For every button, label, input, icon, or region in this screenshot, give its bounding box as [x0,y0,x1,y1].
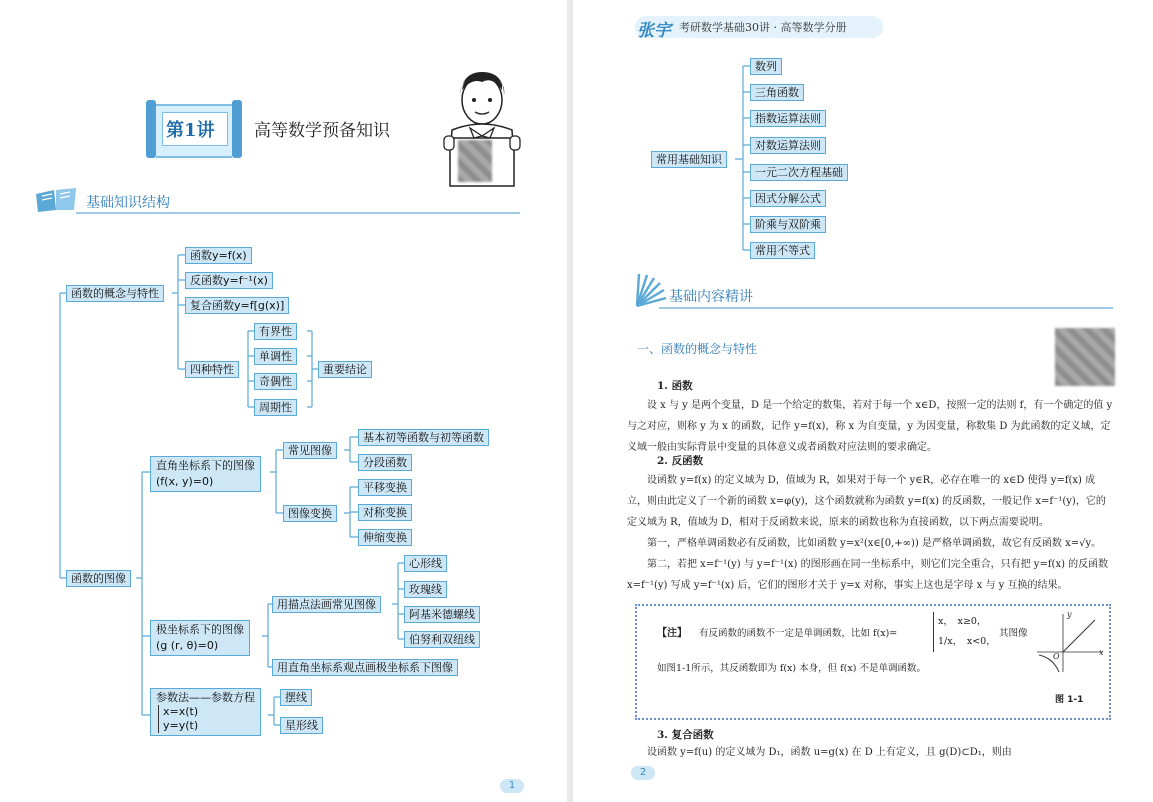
node-cycloid: 摆线 [280,689,312,706]
axis-x-label: x [1099,648,1104,657]
figure-1-1 [1033,610,1107,674]
node-rect-view: 用直角坐标系观点画极坐标系下图像 [272,659,458,676]
node-rect-graph [150,456,261,492]
note-text2: 其图像 [999,628,1028,639]
section-heading: 基础知识结构 [86,195,170,211]
node-inverse: 反函数y=f⁻¹(x) [185,272,273,289]
note-tag: 【注】 [657,628,687,639]
node-concept: 函数的概念与特性 [66,285,164,302]
node-archimedes: 阿基米德螺线 [404,606,480,623]
node-common: 常见图像 [283,442,337,459]
note-cases [933,612,996,652]
node-translate: 平移变换 [358,479,412,496]
page-number-right: 2 [631,766,655,780]
note-text3: 如图1-1所示，其反函数即为 f(x) 本身，但 f(x) 不是单调函数。 [657,663,926,674]
header-logo: 张宇 [637,21,671,41]
node-polar-line2: (g (r, θ)=0) [156,639,219,652]
node-key-conclusion: 重要结论 [318,361,372,378]
node-param-line2: x=x(t) [163,705,199,718]
basics-item: 数列 [750,58,782,75]
note-text1: 有反函数的函数不一定是单调函数，比如 f(x)= [699,628,898,639]
node-param-cases [158,705,255,733]
subsection-title: 一、函数的概念与特性 [637,342,758,356]
node-polar-line1: 极坐标系下的图像 [156,623,244,636]
page-number-left: 1 [500,779,524,793]
para-inverse [627,470,1113,596]
node-stretch: 伸缩变换 [358,529,412,546]
node-composite: 复合函数y=f[g(x)] [185,297,289,314]
axis-y-label: y [1067,610,1072,619]
node-bernoulli: 伯努利双纽线 [404,631,480,648]
basics-item: 常用不等式 [750,242,815,259]
node-symmetric: 对称变换 [358,504,412,521]
node-elementary: 基本初等函数与初等函数 [358,429,489,446]
section-rule-right [659,307,1113,309]
figure-caption: 图 1-1 [1055,695,1084,705]
node-rect-graph-line2: (f(x, y)=0) [156,475,214,488]
para-function-text: 设 x 与 y 是两个变量，D 是一个给定的数集，若对于每一个 x∈D，按照一定的法则 f，有一个确定的值 y 与之对应，则称 y 为 x 的函数，记作 y=f(x)，称 x 为自变量，y 为因变量，称数集 D 为此函数的定义域，定义域一般由实际背景中变量的具体意义或者函数对应法则的要求确定。 [627,400,1113,453]
node-transform: 图像变换 [283,505,337,522]
left-page [0,0,567,802]
section-heading-right: 基础内容精讲 [669,289,753,305]
heading-composite: 3. 复合函数 [657,729,714,741]
node-piecewise: 分段函数 [358,454,412,471]
node-trace: 用描点法画常见图像 [272,596,381,613]
node-period: 周期性 [254,399,297,416]
note-case1: x， x≥0， [938,616,987,627]
chapter-badge: 第1讲 [166,120,215,141]
node-bounded: 有界性 [254,323,297,340]
para-composite-text: 设函数 y=f(u) 的定义域为 D₁，函数 u=g(x) 在 D 上有定义，且 g(D)⊂D₁，则由 [647,747,1012,758]
node-graph: 函数的图像 [66,570,131,587]
node-function: 函数y=f(x) [185,247,252,264]
heading-function: 1. 函数 [657,380,693,392]
basics-root: 常用基础知识 [651,151,727,168]
chapter-title: 高等数学预备知识 [254,121,390,141]
header-text: 考研数学基础30讲 · 高等数学分册 [679,21,847,34]
axis-origin-label: O [1053,652,1060,661]
node-astroid: 星形线 [280,717,323,734]
note-box [635,604,1111,720]
basics-item: 阶乘与双阶乘 [750,216,826,233]
node-rose: 玫瑰线 [404,581,447,598]
node-parity: 奇偶性 [254,373,297,390]
node-rect-graph-line1: 直角坐标系下的图像 [156,459,255,472]
para-monotone-text: 第一，严格单调函数必有反函数，比如函数 y=x²(x∈[0,+∞)) 是严格单调函数，故它有反函数 x=√y。 [647,538,1102,549]
node-param-line1: 参数法——参数方程 [156,691,255,704]
para-function [627,395,1113,458]
fan-icon [631,270,671,310]
heading-inverse: 2. 反函数 [657,455,704,467]
blurred-stamp [1055,328,1115,386]
node-four-properties: 四种特性 [185,361,239,378]
note-case2: 1/x， x<0， [938,636,996,647]
node-heart: 心形线 [404,555,447,572]
node-parametric [150,688,261,736]
basics-item: 指数运算法则 [750,110,826,127]
para-symmetric-text: 第二，若把 x=f⁻¹(y) 与 y=f⁻¹(x) 的图形画在同一坐标系中，则它们完全重合，只有把 y=f(x) 的反函数 x=f⁻¹(y) 写成 y=f⁻¹(x) 后，它们的图形才关于 y=x 对称，事实上这也是字母 x 与 y 互换的结果。 [627,559,1109,591]
para-composite [627,742,1113,763]
node-polar-graph [150,620,250,656]
basics-item: 三角函数 [750,84,804,101]
basics-tree-lines [573,0,1153,300]
basics-item: 对数运算法则 [750,137,826,154]
right-page [573,0,1153,802]
para-inverse-text: 设函数 y=f(x) 的定义域为 D，值域为 R，如果对于每一个 y∈R，必存在唯一的 x∈D 使得 y=f(x) 成立，则由此定义了一个新的函数 x=φ(y)，这个函数就称为函数 y=f(x) 的反函数，一般记作 x=f⁻¹(y)，它的定义域为 R，值域为 D，相对于反函数来说，原来的函数也称为直接函数，以下两点需要说明。 [627,475,1106,528]
basics-item: 因式分解公式 [750,190,826,207]
node-monotone: 单调性 [254,348,297,365]
node-param-line3: y=y(t) [163,719,199,732]
basics-item: 一元二次方程基础 [750,164,848,181]
